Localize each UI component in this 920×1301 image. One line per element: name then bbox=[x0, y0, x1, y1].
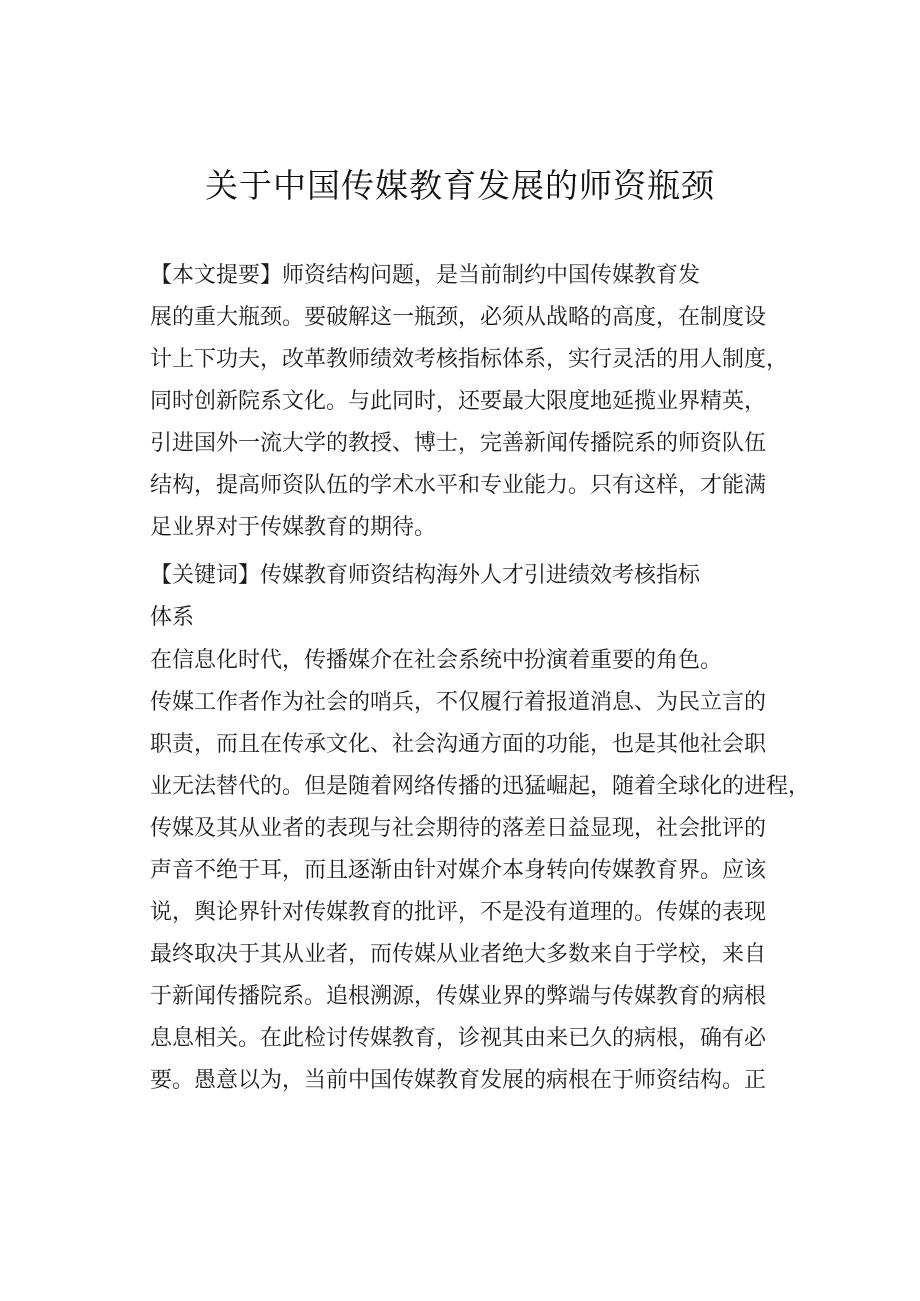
keywords-paragraph: 【关键词】传媒教育师资结构海外人才引进绩效考核指标 体系 bbox=[150, 563, 701, 630]
body-paragraph: 在信息化时代，传播媒介在社会系统中扮演着重要的角色。 传媒工作者作为社会的哨兵，不仅履行着报道消息、为民立言的 职责，而且在传承文化、社会沟通方面的功能，也是其他社会职 业无法替代的。但是随着网络传播的迅猛崛起，随着全球化的进程， 传媒及其从业者的表现与社会期待的落差日益显现，社会批评的 声音不绝于耳，而且逐渐由针对媒介本身转向传媒教育界。应该 说，舆论界针对传媒教育的批评，不是没有道理的。传媒的表现 最终取决于其从业者，而传媒从业者绝大多数来自于学校，来自 于新闻传播院系。追根溯源，传媒业界的弊端与传媒教育的病根 息息相关。在此检讨传媒教育，诊视其由来已久的病根，确有必 要。愚意以为，当前中国传媒教育发展的病根在于师资结构。正 bbox=[150, 648, 811, 1093]
document-title: 关于中国传媒教育发展的师资瓶颈 bbox=[205, 166, 715, 205]
abstract-paragraph: 【本文提要】师资结构问题，是当前制约中国传媒教育发 展的重大瓶颈。要破解这一瓶颈，必须从战略的高度，在制度设 计上下功夫，改革教师绩效考核指标体系，实行灵活的用人制度， 同时创新院系文化。与此同时，还要最大限度地延揽业界精英， 引进国外一流大学的教授、博士，完善新闻传播院系的师资队伍 结构，提高师资队伍的学术水平和专业能力。只有这样，才能满 足业界对于传媒教育的期待。 bbox=[150, 263, 789, 540]
